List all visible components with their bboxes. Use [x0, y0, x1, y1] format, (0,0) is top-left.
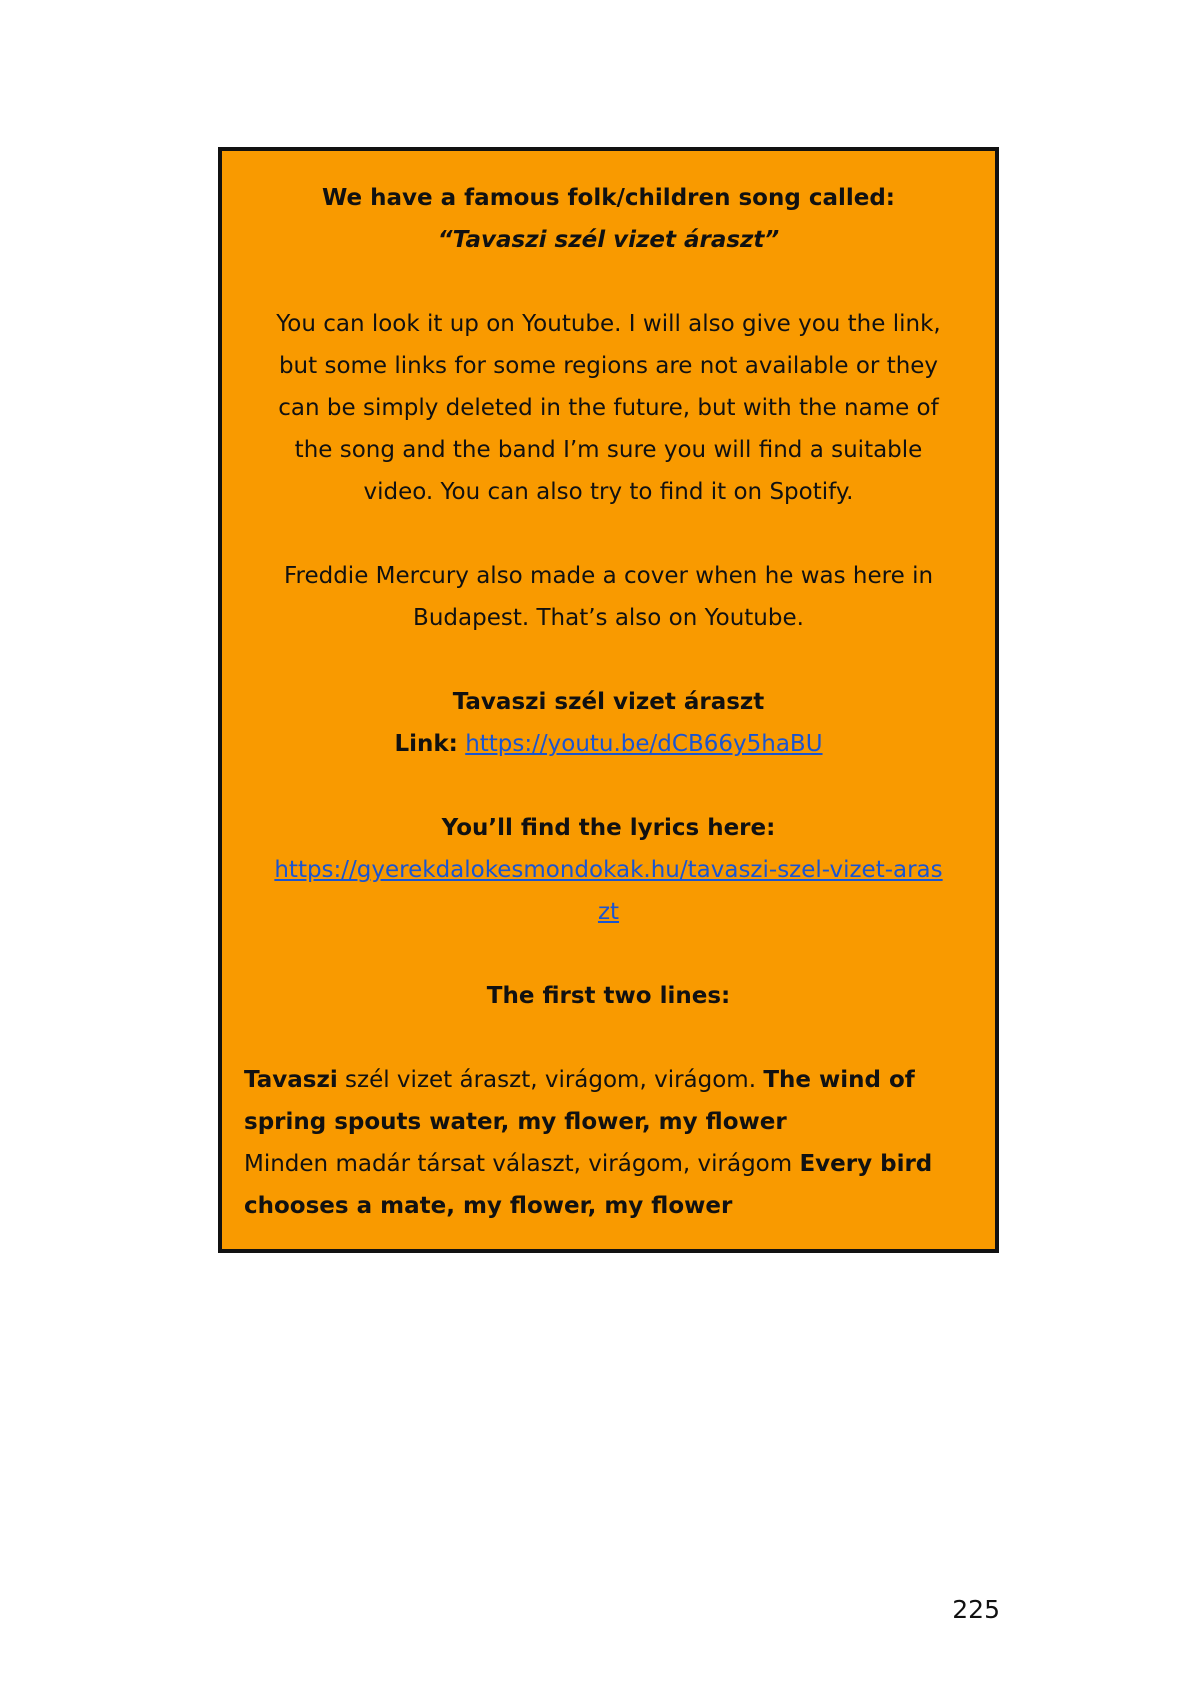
song-title-quoted: “Tavaszi szél vizet áraszt” — [437, 227, 780, 253]
paragraph-line: can be simply deleted in the future, but with the name of — [278, 395, 939, 421]
paragraph-youtube — [244, 303, 973, 513]
youtube-link[interactable]: https://youtu.be/dCB66y5haBU — [465, 731, 823, 757]
link-label: Link: — [394, 731, 458, 757]
paragraph-line: video. You can also try to find it on Spotify. — [363, 479, 854, 505]
lyrics-line-1-hu-bold: Tavaszi — [244, 1067, 338, 1093]
lyrics-line-1-hu: szél vizet áraszt, virágom, virágom. — [337, 1067, 764, 1093]
paragraph-line: the song and the band I’m sure you will find a suitable — [294, 437, 923, 463]
lyrics-link[interactable]: https://gyerekdalokesmondokak.hu/tavaszi-szel-vizet-aras — [274, 857, 943, 883]
lyrics-heading: You’ll find the lyrics here: — [441, 815, 776, 841]
lyrics-line-2-hu: Minden madár társat választ, virágom, virágom — [244, 1151, 800, 1177]
intro-heading: We have a famous folk/children song called: — [321, 185, 895, 211]
paragraph-line: Budapest. That’s also on Youtube. — [413, 605, 804, 631]
paragraph-line: but some links for some regions are not available or they — [278, 353, 939, 379]
lyrics-line-2-en: Every bird chooses a mate, my flower, my flower — [244, 1151, 933, 1219]
lyrics-line-1 — [244, 1059, 973, 1143]
song-title: Tavaszi szél vizet áraszt — [452, 689, 765, 715]
page-number: 225 — [952, 1595, 1000, 1624]
lyrics-link-row-continued — [244, 891, 973, 933]
lyrics-line-1-en: The wind of spring spouts water, my flower, my flower — [244, 1067, 915, 1135]
first-lines-heading: The first two lines: — [486, 983, 731, 1009]
lyrics-link-row — [244, 849, 973, 891]
paragraph-line: You can look it up on Youtube. I will also give you the link, — [276, 311, 941, 337]
paragraph-line: Freddie Mercury also made a cover when he was here in — [283, 563, 934, 589]
paragraph-freddie — [244, 555, 973, 639]
lyrics-link-continued[interactable]: zt — [597, 899, 620, 925]
song-link-row — [244, 723, 973, 765]
content-box — [218, 147, 999, 1253]
lyrics-line-2 — [244, 1143, 973, 1227]
